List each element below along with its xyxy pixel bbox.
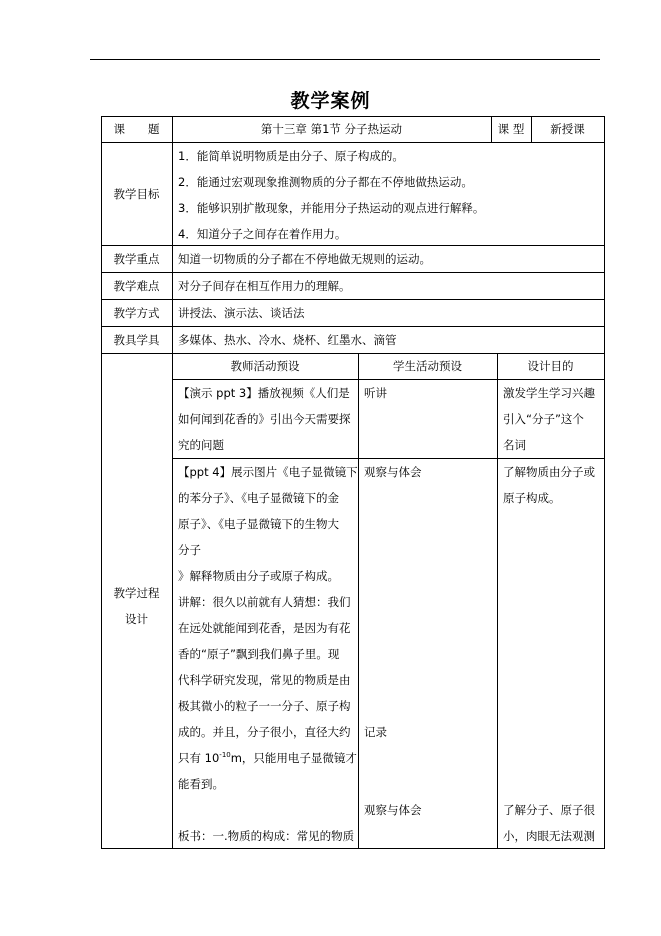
- difficulty-label: 教学难点: [113, 278, 160, 293]
- student-activity-1: [364, 380, 387, 406]
- purpose-2b: [503, 797, 595, 849]
- text-line: 代科学研究发现，常见的物质是由: [178, 673, 351, 687]
- size-pre: 只有 10: [178, 751, 220, 765]
- goal-item: 2．能通过宏观现象推测物质的分子都在不停地做热运动。: [178, 175, 473, 189]
- text-line: 听讲: [364, 386, 387, 400]
- goal-item: 3．能够识别扩散现象，并能用分子热运动的观点进行解释。: [178, 201, 485, 215]
- process-label-line1: 教学过程: [113, 585, 160, 600]
- text-line: 【ppt 4】展示图片《电子显微镜下: [178, 465, 358, 479]
- text-line: 》解释物质由分子或原子构成。: [178, 569, 339, 583]
- student-activity-2a: 观察与体会: [364, 465, 422, 479]
- purpose-2a: [503, 459, 595, 511]
- text-line: 小，肉眼无法观测: [503, 829, 595, 843]
- size-line: [178, 745, 358, 771]
- type-value: 新授课: [550, 122, 585, 136]
- text-line: 【演示 ppt 3】播放视频《人们是: [178, 386, 350, 400]
- text-line: 激发学生学习兴趣: [503, 386, 595, 400]
- student-activity-2b: 记录: [364, 725, 387, 739]
- text-line: [178, 797, 358, 823]
- goal-item: 4．知道分子之间存在着作用力。: [178, 227, 347, 241]
- text-line: 了解分子、原子很: [503, 803, 595, 817]
- process-label: [101, 353, 172, 848]
- size-post: m，只能用电子显微镜才: [230, 751, 357, 765]
- difficulty-value: 对分子间存在相互作用力的理解。: [178, 279, 351, 293]
- text-line: 极其微小的粒子一一分子、原子构: [178, 699, 351, 713]
- teacher-activity-2: [178, 459, 358, 849]
- text-line: 板书：一.物质的构成：常见的物质: [178, 829, 355, 843]
- text-line: 的苯分子》、《电子显微镜下的金: [178, 491, 339, 505]
- text-line: 分子: [178, 543, 201, 557]
- text-line: 在远处就能闻到花香，是因为有花: [178, 621, 351, 635]
- text-line: 成的。并且，分子很小，直径大约: [178, 725, 351, 739]
- goal-item: 1．能简单说明物质是由分子、原子构成的。: [178, 149, 404, 163]
- text-line: 如何闻到花香的》引出今天需要探: [178, 412, 351, 426]
- text-line: 名词: [503, 438, 526, 452]
- method-label: 教学方式: [113, 305, 160, 320]
- type-label: 课 型: [497, 122, 525, 136]
- purpose-1: [503, 380, 595, 458]
- process-label-line2: 设计: [125, 611, 148, 626]
- text-line: 了解物质由分子或: [503, 465, 595, 479]
- text-line: 讲解：很久以前就有人猜想：我们: [178, 595, 351, 609]
- text-line: 引入“分子”这个: [503, 412, 584, 426]
- page-title: 教学案例: [290, 90, 371, 112]
- col-header-purpose: 设计目的: [527, 359, 574, 373]
- teacher-activity-1: [178, 380, 351, 458]
- method-value: 讲授法、演示法、谈话法: [178, 306, 305, 320]
- goals-label: 教学目标: [113, 186, 160, 201]
- text-line: 究的问题: [178, 438, 224, 452]
- header-rule: [90, 59, 600, 60]
- subject-label: 课 题: [113, 122, 160, 136]
- tools-label: 教具学具: [113, 332, 160, 347]
- col-header-student: 学生活动预设: [393, 359, 462, 373]
- tools-value: 多媒体、热水、冷水、烧杯、红墨水、滴管: [178, 333, 397, 347]
- text-line: 香的“原子”飘到我们鼻子里。现: [178, 647, 340, 661]
- key-value: 知道一切物质的分子都在不停地做无规则的运动。: [178, 252, 431, 266]
- subject-value: 第十三章 第1节 分子热运动: [260, 122, 403, 136]
- student-activity-2c: 观察与体会: [364, 803, 422, 817]
- text-line: 原子构成。: [503, 491, 561, 505]
- text-line: 原子》、《电子显微镜下的生物大: [178, 517, 339, 531]
- key-label: 教学重点: [113, 251, 160, 266]
- text-line: 能看到。: [178, 777, 224, 791]
- size-exponent: -10: [219, 751, 231, 760]
- col-header-teacher: 教师活动预设: [230, 359, 300, 373]
